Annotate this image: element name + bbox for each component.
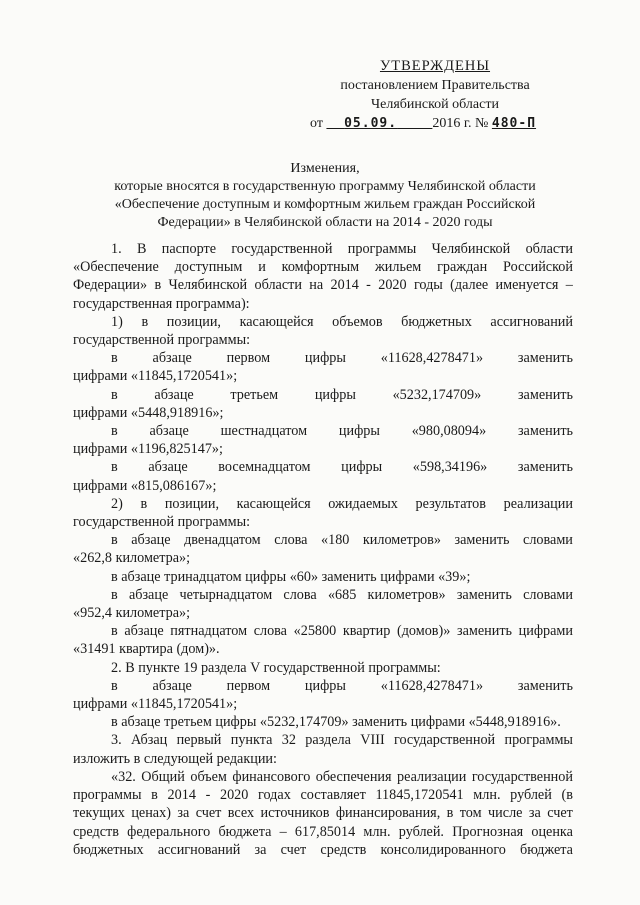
- word: «Обеспечение: [73, 259, 159, 276]
- word: «5232,174709»: [392, 386, 482, 403]
- word: «980,08094»: [411, 423, 487, 440]
- word: «598,34196»: [412, 459, 488, 476]
- approval-heading: УТВЕРЖДЕНЫ: [379, 58, 491, 74]
- word: за: [254, 841, 267, 858]
- word: рублей.: [398, 823, 444, 840]
- word: заменить: [517, 423, 573, 440]
- word: Общий: [141, 768, 185, 785]
- word: за: [528, 805, 541, 822]
- word: –: [279, 823, 287, 840]
- word: счет: [280, 841, 307, 858]
- word: слова: [283, 586, 317, 603]
- decree-number: 480-П: [491, 116, 537, 131]
- word: ассигнований: [490, 313, 573, 330]
- word: абзаце: [152, 677, 192, 694]
- word: позиции,: [166, 313, 221, 330]
- word: государственной: [394, 732, 496, 749]
- word: ценах): [131, 805, 171, 822]
- word: годы: [413, 277, 443, 294]
- title-line-4: Федерации» в Челябинской области на 2014 - 2020 годы: [157, 215, 493, 230]
- word: 11845,1720541: [375, 787, 464, 804]
- word: в: [111, 586, 118, 603]
- word: результатов: [415, 495, 486, 512]
- word: государственной: [471, 768, 573, 785]
- word: в: [154, 277, 162, 294]
- word: в: [111, 677, 118, 694]
- word: области: [525, 241, 573, 257]
- word: (далее: [450, 277, 489, 294]
- replace-1-line-1: [73, 349, 573, 367]
- word: программы: [504, 732, 573, 749]
- word: «180: [321, 532, 350, 549]
- approval-line-1: постановлением Правительства: [340, 78, 530, 93]
- document-body: [73, 240, 573, 859]
- word: -: [205, 787, 211, 804]
- word: в: [141, 313, 149, 330]
- decree-year: 2016 г. №: [432, 116, 489, 131]
- word: финансового: [232, 768, 311, 785]
- word: средств: [73, 823, 119, 840]
- title-line-2: которые вносятся в государственную программу Челябинской области: [114, 179, 536, 194]
- word: реализации: [503, 495, 573, 512]
- word: абзаце: [154, 386, 194, 403]
- word: в: [111, 350, 118, 367]
- word: за: [177, 805, 190, 822]
- word: 2014: [330, 277, 359, 294]
- results-4-line-1: [73, 622, 573, 640]
- decree-date-number: [310, 114, 560, 133]
- replace-3-line-2: цифрами «1196,825147»;: [73, 441, 223, 458]
- word: абзаце: [152, 350, 192, 367]
- word: абзаце: [148, 459, 188, 476]
- quote-line-5: [73, 841, 573, 859]
- quote-line-4: [73, 823, 573, 841]
- paragraph-3-line-1: [73, 731, 573, 749]
- word: источников: [260, 805, 330, 822]
- paragraph-1-line-3: [73, 276, 573, 294]
- word: абзаце: [124, 623, 164, 640]
- word: цифры: [304, 350, 346, 367]
- word: годах: [258, 787, 291, 804]
- quote-line-2: [73, 786, 573, 804]
- word: касающейся: [236, 495, 311, 512]
- word: слова: [253, 623, 287, 640]
- word: шестнадцатом: [220, 423, 308, 440]
- word: третьем: [230, 386, 279, 403]
- word: цифры: [314, 386, 356, 403]
- word: обеспечения: [315, 768, 392, 785]
- word: 1): [111, 313, 123, 330]
- word: программы: [347, 241, 417, 257]
- word: цифры: [338, 423, 380, 440]
- word: касающейся: [239, 313, 314, 330]
- word: жильем: [375, 259, 422, 276]
- word: в: [151, 787, 158, 804]
- quote-line-1: [73, 768, 573, 786]
- word: 2020: [378, 277, 407, 294]
- word: программы: [73, 787, 142, 804]
- word: -: [366, 277, 371, 294]
- paragraph-1-line-4: государственная программа):: [73, 295, 250, 312]
- word: заменить: [517, 350, 573, 367]
- word: заменить: [517, 459, 573, 476]
- word: (в: [561, 787, 573, 804]
- paragraph-3-line-2: изложить в следующей редакции:: [73, 750, 277, 767]
- section5-1-line-1: [73, 677, 573, 695]
- word: области: [254, 277, 302, 294]
- word: «11628,4278471»: [380, 350, 484, 367]
- results-2: в абзаце тринадцатом цифры «60» заменить цифрами «39»;: [111, 568, 471, 585]
- word: Российской: [503, 259, 573, 276]
- word: заменить: [456, 586, 512, 603]
- word: объемов: [332, 313, 383, 330]
- replace-3-line-1: [73, 422, 573, 440]
- word: Абзац: [130, 732, 168, 749]
- word: комфортным: [281, 259, 360, 276]
- word: бюджета: [520, 841, 573, 858]
- paragraph-1-line-2: [73, 258, 573, 276]
- word: счет: [547, 805, 573, 822]
- word: квартир: [342, 623, 391, 640]
- word: 3.: [111, 732, 122, 749]
- word: –: [565, 277, 573, 294]
- word: двенадцатом: [184, 532, 261, 549]
- results-3-line-2: «952,4 километра»;: [73, 605, 191, 622]
- word: именуется: [495, 277, 559, 294]
- word: оценка: [531, 823, 573, 840]
- word: бюджета: [218, 823, 272, 840]
- word: пункта: [230, 732, 273, 749]
- word: бюджетных: [73, 841, 144, 858]
- word: федерального: [127, 823, 211, 840]
- quote-line-3: [73, 804, 573, 822]
- word: первый: [176, 732, 222, 749]
- word: пятнадцатом: [170, 623, 248, 640]
- word: раздела: [305, 732, 351, 749]
- word: восемнадцатом: [218, 459, 311, 476]
- word: первом: [226, 350, 271, 367]
- word: ожидаемых: [328, 495, 398, 512]
- word: километров»: [367, 586, 446, 603]
- word: в: [111, 532, 118, 549]
- subitem-2-line-2: государственной программы:: [73, 514, 251, 531]
- results-1-line-1: [73, 531, 573, 549]
- word: консолидированного: [380, 841, 506, 858]
- replace-4-line-1: [73, 458, 573, 476]
- word: заменить: [456, 623, 513, 640]
- word: заменить: [517, 386, 573, 403]
- word: в: [111, 386, 118, 403]
- title-line-1: Изменения,: [290, 161, 360, 176]
- word: VIII: [360, 732, 385, 749]
- word: (домов)»: [396, 623, 451, 640]
- word: доступным: [174, 259, 243, 276]
- word: 1.: [111, 241, 122, 257]
- word: «32.: [111, 768, 136, 785]
- approval-stamp: [310, 57, 560, 133]
- word: граждан: [437, 259, 488, 276]
- replace-2-line-1: [73, 386, 573, 404]
- decree-prefix: от: [310, 116, 323, 131]
- replace-4-line-2: цифрами «815,086167»;: [73, 477, 217, 494]
- word: В: [136, 241, 147, 257]
- replace-1-line-2: цифрами «11845,1720541»;: [73, 368, 238, 385]
- word: финансирования,: [335, 805, 441, 822]
- word: четырнадцатом: [179, 586, 273, 603]
- word: «685: [327, 586, 357, 603]
- word: на: [309, 277, 324, 294]
- word: млн.: [363, 823, 391, 840]
- word: средств: [320, 841, 367, 858]
- replace-2-line-2: цифрами «5448,918916»;: [73, 404, 224, 421]
- word: всех: [227, 805, 255, 822]
- decree-date: 05.09.: [344, 116, 398, 131]
- title-line-3: «Обеспечение доступным и комфортным жильем граждан Российской: [114, 197, 536, 212]
- paragraph-2: 2. В пункте 19 раздела V государственной программы:: [111, 659, 441, 676]
- word: и: [258, 259, 266, 276]
- word: 32: [281, 732, 296, 749]
- word: слова: [274, 532, 308, 549]
- word: текущих: [73, 805, 125, 822]
- word: 2): [111, 495, 123, 512]
- word: реализации: [397, 768, 467, 785]
- word: Челябинской: [431, 241, 511, 257]
- word: бюджетных: [401, 313, 472, 330]
- word: «11628,4278471»: [380, 677, 484, 694]
- word: государственной: [231, 241, 333, 257]
- word: млн.: [473, 787, 501, 804]
- word: 617,85014: [294, 823, 356, 840]
- word: в: [111, 459, 118, 476]
- word: паспорте: [161, 241, 217, 257]
- word: Челябинской: [168, 277, 248, 294]
- approval-line-2: Челябинской области: [371, 97, 499, 112]
- word: 2020: [219, 787, 249, 804]
- section5-1-line-2: цифрами «11845,1720541»;: [73, 696, 238, 713]
- word: «25800: [293, 623, 337, 640]
- word: километров»: [362, 532, 441, 549]
- word: составляет: [300, 787, 366, 804]
- word: абзаце: [131, 532, 171, 549]
- word: ассигнований: [157, 841, 241, 858]
- subitem-2-line-1: [73, 495, 573, 513]
- word: в: [140, 495, 148, 512]
- word: рублей: [510, 787, 552, 804]
- subitem-1-line-1: [73, 313, 573, 331]
- word: словами: [523, 586, 573, 603]
- results-4-line-2: «31491 квартира (дом)».: [73, 641, 220, 658]
- word: цифры: [341, 459, 383, 476]
- word: Прогнозная: [452, 823, 524, 840]
- word: счет: [195, 805, 222, 822]
- word: цифры: [304, 677, 346, 694]
- document-title: [90, 160, 560, 232]
- word: в: [111, 623, 118, 640]
- word: заменить: [517, 677, 573, 694]
- word: том: [459, 805, 482, 822]
- word: числе: [488, 805, 523, 822]
- word: заменить: [454, 532, 510, 549]
- word: словами: [523, 532, 573, 549]
- results-1-line-2: «262,8 километра»;: [73, 550, 191, 567]
- subitem-1-line-2: государственной программы:: [73, 332, 251, 349]
- word: Федерации»: [73, 277, 148, 294]
- section5-2: в абзаце третьем цифры «5232,174709» заменить цифрами «5448,918916».: [111, 714, 561, 731]
- word: абзаце: [128, 586, 169, 603]
- word: цифрами: [518, 623, 573, 640]
- word: 2014: [167, 787, 196, 804]
- word: первом: [226, 677, 271, 694]
- word: в: [111, 423, 118, 440]
- results-3-line-1: [73, 586, 573, 604]
- paragraph-1-line-1: [73, 240, 573, 258]
- word: позиции,: [164, 495, 220, 512]
- word: в: [446, 805, 454, 822]
- word: абзаце: [149, 423, 189, 440]
- word: объем: [190, 768, 227, 785]
